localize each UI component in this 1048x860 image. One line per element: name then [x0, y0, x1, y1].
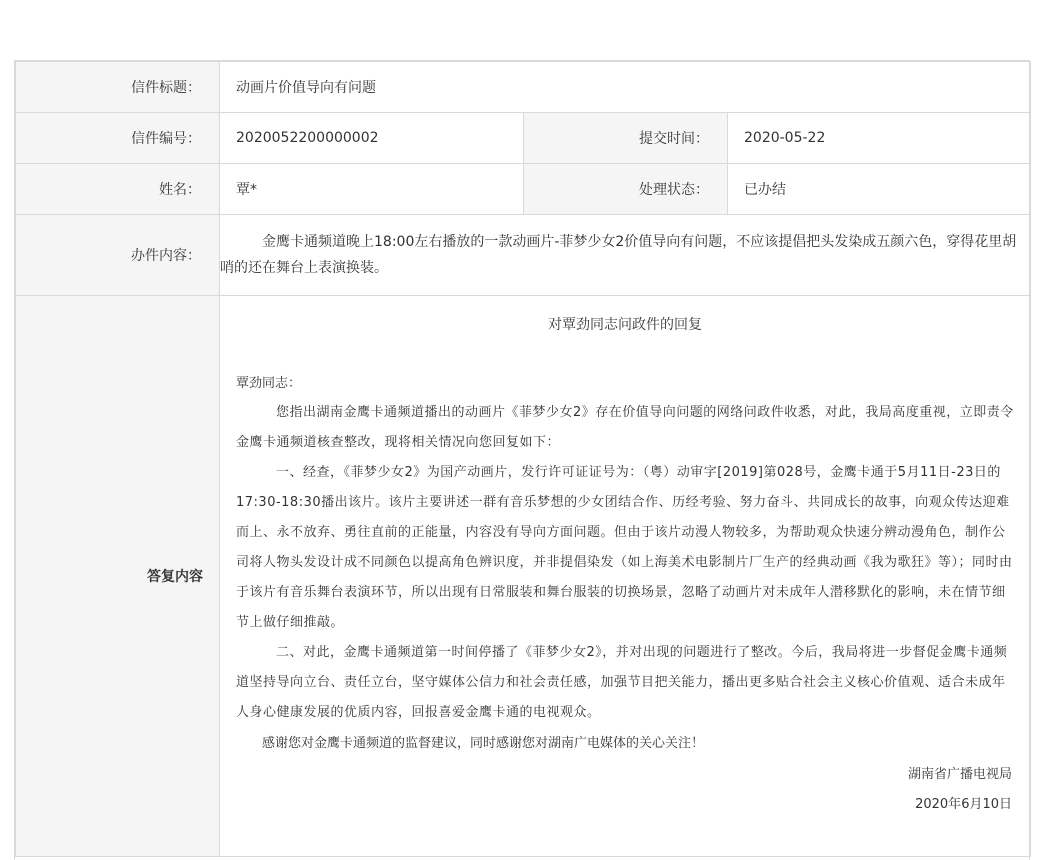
reply-cell — [220, 296, 1031, 857]
reply-signature: 湖南省广播电视局 — [908, 767, 1013, 782]
content-label: 办件内容： — [16, 215, 220, 296]
reply-paragraph: 一、经查，《菲梦少女2》为国产动画片，发行许可证证号为：（粤）动审字[2019]第028号，金鹰卡通于5月11日-23日的17:30-18:30播出该片。该片主要讲述一群有音乐梦想的少女团结合作、历经考验、努力奋斗、共同成长的故事，向观众传达迎难而上、永不放弃、勇往直前的正能量，内容没有导向方面问题。但由于该片动漫人物较多，为帮助观众快速分辨动漫角色，制作公司将人物头发设计成不同颜色以提高角色辨识度，并非提倡染发（如上海美术电影制片厂生产的经典动画《我为歌狂》等）；同时由于该片有音乐舞台表演环节，所以出现有日常服装和舞台服装的切换场景，忽略了动画片对未成年人潜移默化的影响，未在情节细节上做仔细推敲。 — [236, 465, 1013, 630]
status-value: 已办结 — [728, 164, 1031, 215]
reply-label: 答复内容 — [16, 296, 220, 857]
reply-closing: 感谢您对金鹰卡通频道的监督建议，同时感谢您对湖南广电媒体的关心关注！ — [262, 736, 705, 751]
letter-detail-table — [14, 60, 1030, 860]
name-value: 覃* — [220, 164, 524, 215]
name-label: 姓名： — [16, 164, 220, 215]
number-label: 信件编号： — [16, 113, 220, 164]
title-value: 动画片价值导向有问题 — [220, 62, 1031, 113]
content-cell — [220, 215, 1031, 296]
submit-time-value: 2020-05-22 — [728, 113, 1031, 164]
reply-paragraph: 二、对此，金鹰卡通频道第一时间停播了《菲梦少女2》，并对出现的问题进行了整改。今后，我局将进一步督促金鹰卡通频道坚持导向立台、责任立台，坚守媒体公信力和社会责任感，加强节目把关能力，播出更多贴合社会主义核心价值观、适合未成年人身心健康发展的优质内容，回报喜爱金鹰卡通的电视观众。 — [236, 645, 1008, 720]
submit-time-label: 提交时间： — [524, 113, 728, 164]
reply-date: 2020年6月10日 — [915, 797, 1013, 812]
status-label: 处理状态： — [524, 164, 728, 215]
reply-salutation: 覃劲同志： — [236, 376, 302, 391]
reply-paragraph: 您指出湖南金鹰卡通频道播出的动画片《菲梦少女2》存在价值导向问题的网络问政件收悉，对此，我局高度重视，立即责令金鹰卡通频道核查整改，现将相关情况向您回复如下： — [236, 405, 1014, 450]
content-value: 金鹰卡通频道晚上18:00左右播放的一款动画片-菲梦少女2价值导向有问题，不应该提倡把头发染成五颜六色，穿得花里胡哨的还在舞台上表演换装。 — [220, 234, 1017, 276]
title-label: 信件标题： — [16, 62, 220, 113]
reply-title: 对覃劲同志问政件的回复 — [548, 317, 702, 333]
number-value: 2020052200000002 — [220, 113, 524, 164]
